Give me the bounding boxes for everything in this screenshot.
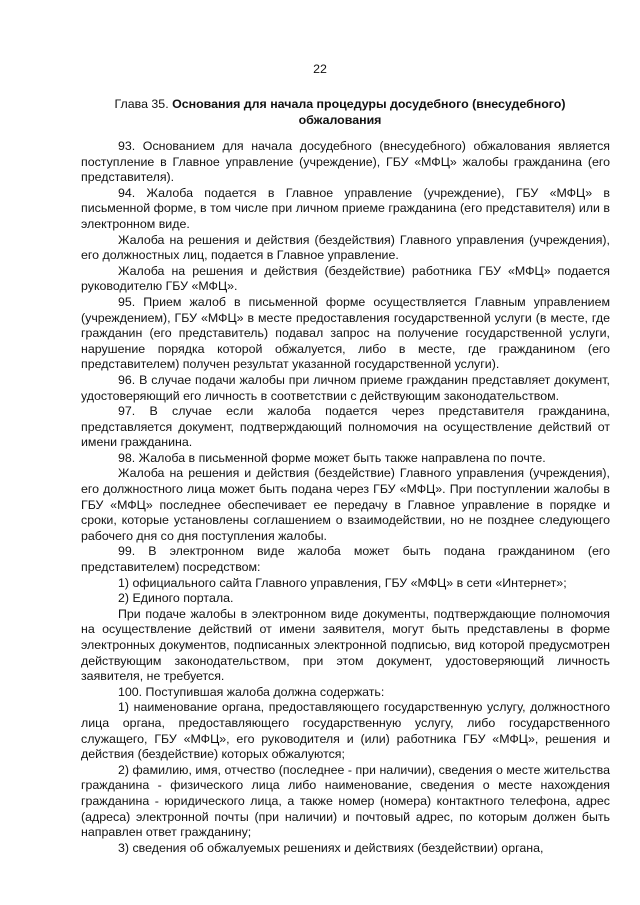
chapter-prefix: Глава 35.: [114, 97, 169, 111]
paragraph: 99. В электронном виде жалоба может быть подана гражданином (его представителем) посредством:: [81, 544, 610, 575]
list-item: 2) фамилию, имя, отчество (последнее - при наличии), сведения о месте жительства гражданина - физического лица либо наименование, сведения о месте нахождения гражданина - юридического лица, а также номер (номера) контактного телефона, адрес (адреса) электронной почты (при наличии) и почтовый адрес, по которым должен быть направлен ответ гражданину;: [81, 762, 610, 840]
paragraph: 94. Жалоба подается в Главное управление (учреждение), ГБУ «МФЦ» в письменной форме, в том числе при личном приеме гражданина (его представителя) или в электронном виде.: [81, 185, 610, 231]
paragraph: Жалоба на решения и действия (бездействие) работника ГБУ «МФЦ» подается руководителю ГБУ «МФЦ».: [81, 263, 610, 294]
paragraph: Жалоба на решения и действия (бездействия) Главного управления (учреждения), его должностных лиц, подается в Главное управление.: [81, 232, 610, 263]
chapter-heading: [80, 96, 600, 128]
chapter-title: Основания для начала процедуры досудебного (внесудебного) обжалования: [172, 97, 566, 127]
paragraph: 98. Жалоба в письменной форме может быть также направлена по почте.: [118, 450, 546, 465]
page-number: 22: [313, 62, 327, 76]
paragraph: При подаче жалобы в электронном виде документы, подтверждающие полномочия на осуществление действий от имени заявителя, могут быть представлены в форме электронных документов, подписанных электронной подписью, вид которой предусмотрен действующим законодательством, при этом документ, удостоверяющий личность заявителя, не требуется.: [81, 606, 610, 684]
paragraph: 97. В случае если жалоба подается через представителя гражданина, представляется документ, подтверждающий полномочия на осуществление действий от имени гражданина.: [81, 404, 610, 450]
list-item: 3) сведения об обжалуемых решениях и действиях (бездействии) органа,: [118, 840, 544, 855]
paragraph: 100. Поступившая жалоба должна содержать:: [118, 684, 385, 699]
list-item: 1) наименование органа, предоставляющего государственную услугу, должностного лица органа, предоставляющего государственную услугу, либо государственного служащего, ГБУ «МФЦ», его руководителя и (или) работника ГБУ «МФЦ», решения и действия (бездействие) которых обжалуются;: [81, 700, 610, 762]
paragraph: Жалоба на решения и действия (бездействие) Главного управления (учреждения), его должностного лица может быть подана через ГБУ «МФЦ». При поступлении жалобы в ГБУ «МФЦ» последнее обеспечивает ее передачу в Главное управление в порядке и сроки, которые установлены соглашением о взаимодействии, но не позднее следующего рабочего дня со дня поступления жалобы.: [81, 466, 610, 543]
paragraph: 95. Прием жалоб в письменной форме осуществляется Главным управлением (учреждением), ГБУ «МФЦ» в месте предоставления государственной услуги (в месте, где гражданин (его представитель) подавал запрос на получение государственной услуги, нарушение порядка которой обжалуется, либо в месте, где гражданином (его представителем) получен результат указанной государственной услуги).: [81, 294, 610, 372]
list-item: 2) Единого портала.: [118, 591, 234, 606]
list-item: 1) официального сайта Главного управления, ГБУ «МФЦ» в сети «Интернет»;: [118, 575, 567, 590]
paragraph: 96. В случае подачи жалобы при личном приеме гражданин представляет документ, удостоверяющий его личность в соответствии с действующим законодательством.: [81, 372, 610, 403]
paragraph: 93. Основанием для начала досудебного (внесудебного) обжалования является поступление в Главное управление (учреждение), ГБУ «МФЦ» жалобы гражданина (его представителя).: [81, 139, 610, 185]
document-body: [81, 139, 610, 856]
